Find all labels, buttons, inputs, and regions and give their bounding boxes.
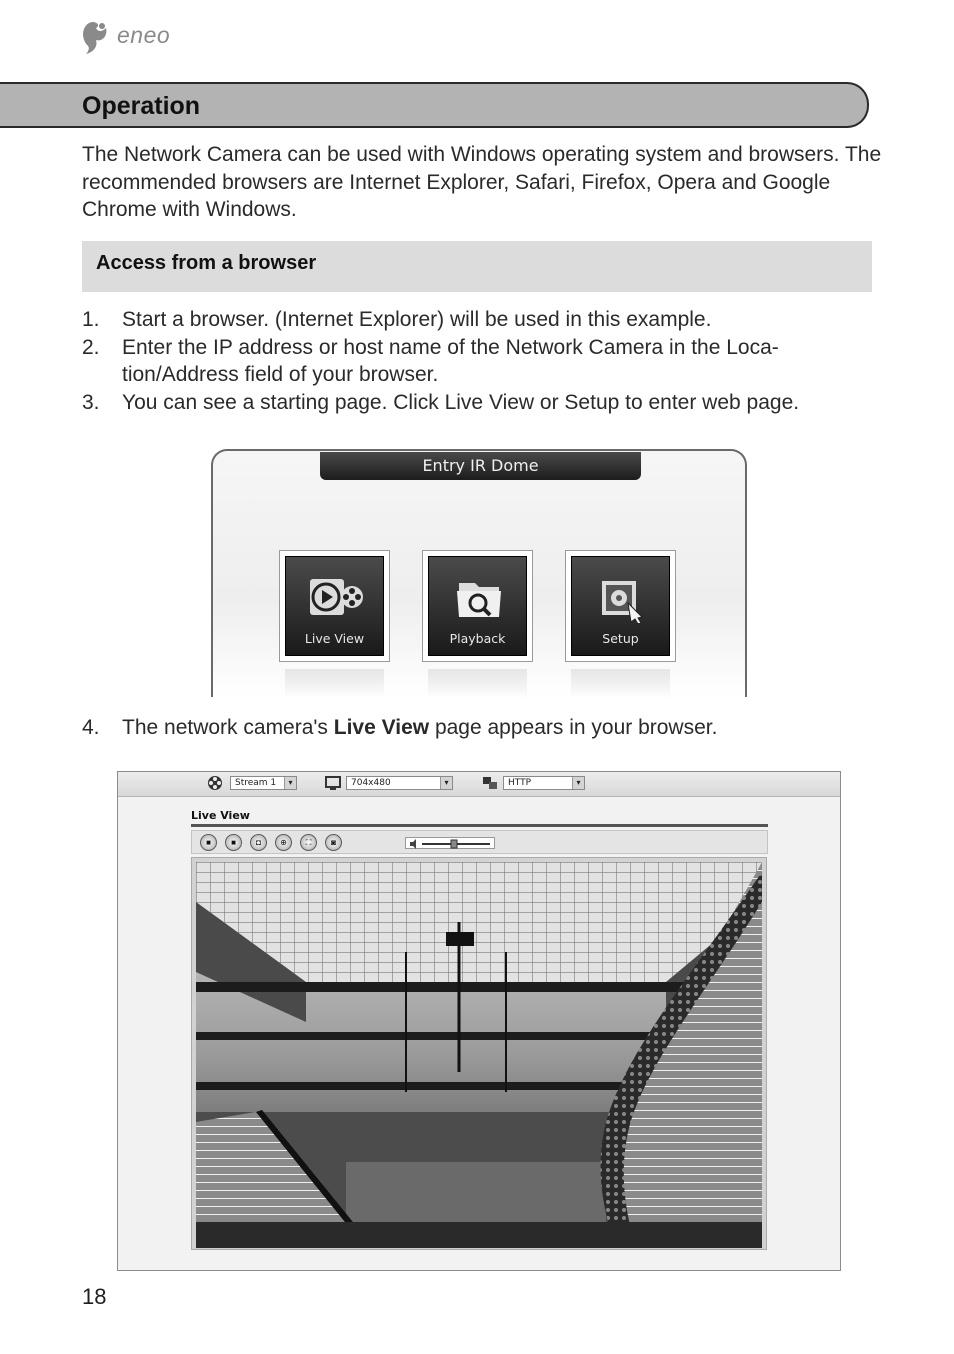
playback-icon — [449, 577, 509, 623]
tile-reflection — [428, 669, 527, 697]
resolution-select-value: 704x480 — [351, 778, 391, 788]
playback-tile[interactable] — [422, 550, 533, 662]
step-number: 2. — [82, 335, 100, 359]
monitor-icon — [325, 775, 341, 791]
camera-video-feed — [196, 862, 762, 1248]
title-divider — [191, 824, 768, 827]
step-text: Enter the IP address or host name of the Network Camera in the Loca-tion/Address field of your browser. — [122, 335, 779, 386]
protocol-select-value: HTTP — [508, 778, 532, 788]
step-text-bold: Live View — [333, 716, 430, 739]
entry-title-bar: Entry IR Dome — [320, 452, 641, 480]
entry-page-screenshot — [211, 449, 747, 697]
stream-select[interactable]: Stream 1 ▾ — [230, 776, 297, 790]
tile-reflection — [285, 669, 384, 697]
step-number: 1. — [82, 308, 100, 331]
list-item — [82, 334, 872, 389]
live-view-toolbar — [118, 772, 840, 797]
resolution-select[interactable]: 704x480 ▾ — [346, 776, 453, 790]
setup-tile[interactable] — [565, 550, 676, 662]
setup-icon — [592, 577, 652, 623]
fullscreen-icon[interactable]: ⛶ — [300, 834, 317, 851]
snapshot-icon[interactable]: ◘ — [250, 834, 267, 851]
list-item — [82, 389, 872, 417]
step-text: You can see a starting page. Click Live View or Setup to enter web page. — [122, 390, 800, 414]
play-icon[interactable]: ■ — [200, 834, 217, 851]
video-controls — [191, 830, 768, 854]
tile-label: Setup — [602, 631, 639, 646]
list-item — [82, 306, 872, 334]
live-view-icon — [306, 577, 366, 623]
live-view-tile[interactable] — [279, 550, 390, 662]
tile-label: Playback — [449, 631, 506, 646]
stream-select-value: Stream 1 — [235, 778, 277, 788]
steps-list — [82, 306, 872, 416]
volume-slider[interactable] — [405, 837, 495, 849]
step-number: 4. — [82, 716, 100, 739]
live-view-title: Live View — [191, 809, 250, 822]
step-number: 3. — [82, 390, 100, 414]
subsection-title: Access from a browser — [96, 252, 317, 274]
record-icon[interactable]: ◙ — [325, 834, 342, 851]
zoom-icon[interactable]: ⊕ — [275, 834, 292, 851]
page-number: 18 — [82, 1284, 107, 1309]
list-item — [82, 714, 872, 742]
step-text-start: The network camera's — [122, 716, 334, 739]
section-title: Operation — [82, 92, 201, 120]
film-reel-icon — [207, 775, 223, 791]
live-view-screenshot — [117, 771, 841, 1271]
tile-label: Live View — [304, 631, 365, 646]
stop-icon[interactable]: ■ — [225, 834, 242, 851]
intro-paragraph: The Network Camera can be used with Windows operating system and browsers. The recommended browsers are Internet Explorer, Safari, Firefox, Opera and Google Chrome with Windows. — [82, 143, 882, 221]
step-text-end: page appears in your browser. — [429, 716, 718, 739]
tile-reflection — [571, 669, 670, 697]
brand-name: eneo — [117, 22, 171, 48]
protocol-select[interactable]: HTTP ▾ — [503, 776, 585, 790]
network-icon — [482, 775, 498, 791]
step-text: Start a browser. (Internet Explorer) will be used in this example. — [122, 308, 712, 331]
